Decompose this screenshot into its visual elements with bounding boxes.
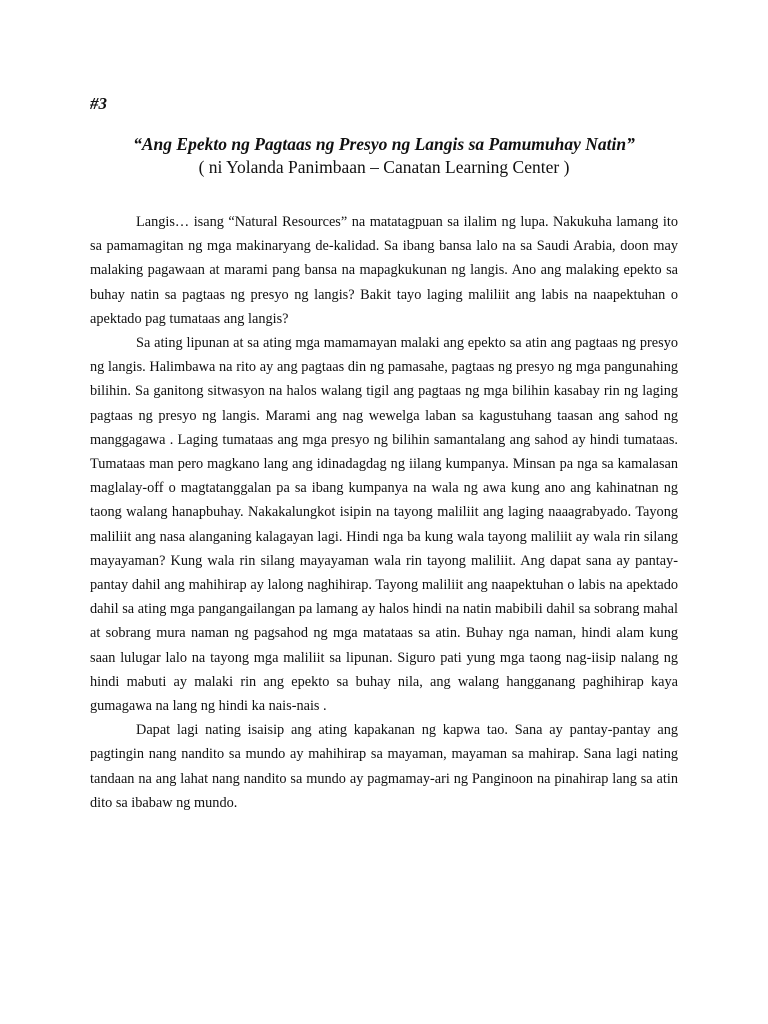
essay-title: “Ang Epekto ng Pagtaas ng Presyo ng Langis sa Pamumuhay Natin” [133,134,635,154]
essay-body [90,210,678,815]
paragraph-3: Dapat lagi nating isaisip ang ating kapakanan ng kapwa tao. Sana ay pantay-pantay ang pagtingin nang nandito sa mundo ay mahihirap sa mayaman, mayaman sa mahirap. Sana lagi nating tandaan na ang lahat nang nandito sa mundo ay pagmamay-ari ng Panginoon na pinahirap lang sa atin dito sa ibabaw ng mundo. [90,722,678,811]
essay-author-line: ( ni Yolanda Panimbaan – Canatan Learning Center ) [198,157,570,177]
paragraph-1: Langis… isang “Natural Resources” na matatagpuan sa ilalim ng lupa. Nakukuha lamang ito sa pamamagitan ng mga makinaryang de-kalidad. Sa ibang bansa lalo na sa Saudi Arabia, doon may malaking pagawaan at marami pang bansa na mapagkukunan ng langis. Ano ang malaking epekto sa buhay natin sa pagtaas ng presyo ng langis? Bakit tayo laging maliliit ang labis na naapektuhan o apektado pag tumataas ang langis? [90,214,678,327]
paragraph-2: Sa ating lipunan at sa ating mga mamamayan malaki ang epekto sa atin ang pagtaas ng presyo ng langis. Halimbawa na rito ay ang pagtaas din ng pamasahe, pagtaas ng presyo ng mga pangunahing bilihin. Sa ganitong sitwasyon na halos walang tigil ang pagtaas ng mga bilihin kasabay rin ng laging pagtaas ng presyo ng langis. Marami ang nag wewelga laban sa kagustuhang taasan ang sahod ng manggagawa . Laging tumataas ang mga presyo ng bilihin samantalang ang sahod ay hindi tumataas. Tumataas man pero magkano lang ang idinadagdag ng iilang kumpanya. Minsan pa nga sa kamalasan maglalay-off o magtatanggalan pa sa ibang kumpanya na wala ng awa kung ano ang kahinatnan ng taong walang hanapbuhay. Nakakalungkot isipin na tayong maliliit ang laging naaagrabyado. Tayong maliliit ang nasa alanganing kalagayan lagi. Hindi nga ba kung wala tayong maliliit ay wala rin silang mayayaman? Kung wala rin silang mayayaman wala rin tayong maliliit. Ang dapat sana ay pantay-pantay dahil ang mahihirap ay lalong naghihirap. Tayong maliliit ang naapektuhan o labis na apektado dahil sa ating mga pangangailangan pa lamang ay halos hindi na natin mabibili dahil sa sobrang mahal at sobrang mura naman ng pagsahod ng mga matataas sa atin. Buhay nga naman, hindi alam kung saan lulugar lalo na tayong mga maliliit sa lipunan. Siguro pati yung mga taong nag-iisip nalang ng hindi mabuti ay malaki rin ang epekto sa buhay nila, ang walang hangganang paghihirap kaya gumagawa na lang ng hindi ka nais-nais . [90,335,678,715]
document-number: #3 [90,94,107,113]
